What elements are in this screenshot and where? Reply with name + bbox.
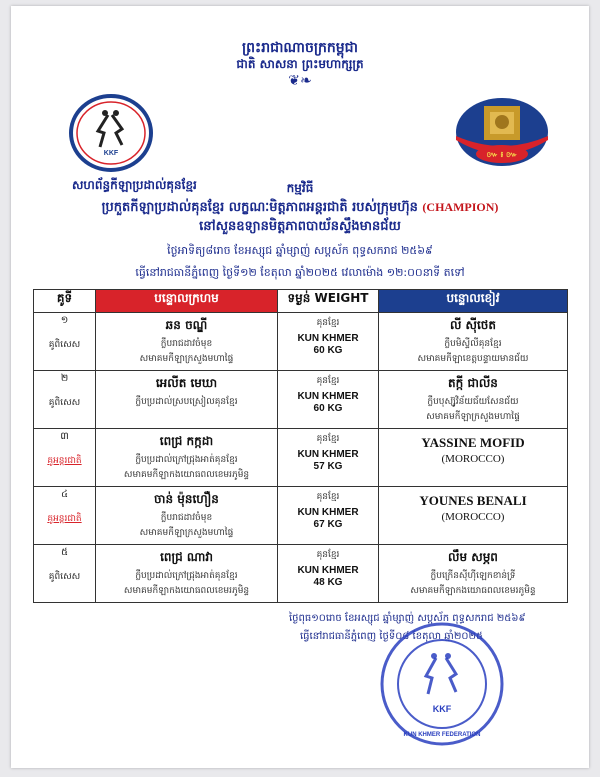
red-fighter-name: ឆន ចណ្ឌី xyxy=(165,318,208,332)
signature-date-place: ធ្វើនៅរាជធានីភ្នំពេញ ថ្ងៃទី០៨ ខែតុលា ឆ្នាំ២០២៥ xyxy=(300,631,484,642)
red-fighter-name: ពេជ្រ ណាវា xyxy=(160,550,213,564)
blue-fighter-club: ក្លឹបមិស្ទីលីគុនខ្មែរ xyxy=(444,339,502,349)
champion-label: (CHAMPION) xyxy=(422,200,499,214)
blue-fighter-name: លឹម សម្ភព xyxy=(448,550,498,564)
weight-style-km: គុនខ្មែរ xyxy=(316,318,340,328)
blue-fighter-association: សមាគមកីឡាក្រសួងមហាផ្ទៃ xyxy=(426,412,520,422)
angkor-emblem-logo xyxy=(454,96,550,168)
event-lunar-date: ថ្ងៃអាទិត្យ៨រោច ខែអស្សុជ ឆ្នាំម្សាញ់ សប្តស័ក ពុទ្ធសករាជ ២៥៦៩ xyxy=(167,244,433,257)
header-weight: ទម្ងន់ WEIGHT xyxy=(278,290,379,313)
weight-style: KUN KHMER xyxy=(297,507,359,518)
fight-schedule-table xyxy=(33,289,568,603)
weight-style-km: គុនខ្មែរ xyxy=(316,550,340,560)
program-label: កម្មវិធី xyxy=(286,181,314,195)
red-fighter-cell xyxy=(96,545,278,603)
weight-cell xyxy=(278,545,379,603)
weight-class: 60 KG xyxy=(313,403,343,414)
blue-fighter-name: តក្កី ជាលីន xyxy=(448,376,498,390)
table-row xyxy=(34,313,568,371)
red-fighter-club: ក្លឹបប្រដាល់ក្រៅជ្រុងអាត់គុនខ្មែរ xyxy=(135,455,238,465)
weight-style: KUN KHMER xyxy=(297,391,359,402)
bout-category: គូអន្តរជាតិ xyxy=(47,456,82,466)
blue-fighter-cell xyxy=(379,545,568,603)
signature-date-lunar: ថ្ងៃពុធ១០រោច ខែអស្សុជ ឆ្នាំម្សាញ់ សប្តស័ក ពុទ្ធសករាជ ២៥៦៩ xyxy=(289,613,526,624)
stamp-abbr: KKF xyxy=(432,704,452,714)
bout-number: ៣ xyxy=(60,431,69,442)
weight-cell xyxy=(278,429,379,487)
blue-fighter-cell xyxy=(379,371,568,429)
red-fighter-club: ក្លឹបរាជដាវចំមុខ xyxy=(160,513,213,523)
kkf-official-stamp xyxy=(378,620,506,748)
weight-style-km: គុនខ្មែរ xyxy=(316,376,340,386)
blue-fighter-club: ក្លឹបបុស្ស៊ូវិន័យជ័យសែនជ័យ xyxy=(427,397,519,407)
table-row xyxy=(34,429,568,487)
kkf-logo xyxy=(68,93,154,173)
red-fighter-name: ពេជ្រ កក្កដា xyxy=(159,434,214,448)
red-fighter-association: សមាគមកីឡាកងយោធពលខេមរភូមិន្ទ xyxy=(123,586,250,596)
blue-fighter-country: (MOROCCO) xyxy=(441,453,505,465)
bout-cell xyxy=(34,313,96,371)
bout-cell xyxy=(34,545,96,603)
weight-style: KUN KHMER xyxy=(297,333,359,344)
bout-category: គូពិសេស xyxy=(48,340,81,350)
blue-fighter-name: លី ស៊ីថេត xyxy=(449,318,497,332)
blue-fighter-cell xyxy=(379,487,568,545)
blue-fighter-association: សមាគមកីឡាកងយោធពលខេមរភូមិន្ទ xyxy=(410,586,536,596)
bout-number: ៤ xyxy=(60,489,69,500)
red-fighter-club: ក្លឹបរាជដាវចំមុខ xyxy=(160,339,213,349)
header-bout-number: គូទី xyxy=(34,290,96,313)
weight-class: 48 KG xyxy=(313,577,343,588)
weight-class: 60 KG xyxy=(313,345,343,356)
red-fighter-name: អេលីត មេឃា xyxy=(155,376,218,390)
blue-fighter-name: YOUNES BENALI xyxy=(419,493,527,508)
blue-fighter-country: (MOROCCO) xyxy=(441,511,505,523)
federation-name: សហព័ន្ធកីឡាប្រដាល់គុនខ្មែរ xyxy=(72,178,197,192)
table-row xyxy=(34,487,568,545)
red-fighter-cell xyxy=(96,429,278,487)
bout-category: គូពិសេស xyxy=(48,572,81,582)
red-fighter-club: ក្លឹបប្រដាល់ស្របស្រៀលគុនខ្មែរ xyxy=(135,397,238,407)
weight-cell xyxy=(278,487,379,545)
header-blue-corner: បន្ទោលខៀវ xyxy=(379,290,568,313)
stamp-federation-name: KUN KHMER FEDERATION xyxy=(403,732,481,738)
ornament-divider: ❦❧ xyxy=(288,73,312,89)
kingdom-title: ព្រះរាជាណាចក្រកម្ពុជា xyxy=(241,40,358,56)
bout-cell xyxy=(34,371,96,429)
blue-fighter-association: សមាគមកីឡាខេត្តបន្ទាយមានជ័យ xyxy=(417,354,529,364)
header-red-corner: បន្ទោលក្រហម xyxy=(96,290,278,313)
red-fighter-association: សមាគមកីឡាក្រសួងមហាផ្ទៃ xyxy=(139,354,234,364)
blue-fighter-cell xyxy=(379,313,568,371)
weight-style-km: គុនខ្មែរ xyxy=(316,492,340,502)
svg-text:៚ ៛ ៚: ៚ ៛ ៚ xyxy=(486,150,518,159)
blue-fighter-name: YASSINE MOFID xyxy=(421,435,525,450)
event-venue: នៅសួនឧទ្យានមិត្តភាពបាយ័នស្ទឹងមានជ័យ xyxy=(199,219,401,234)
bout-cell xyxy=(34,487,96,545)
red-fighter-name: ចាន់ ម៉ុនហឿន xyxy=(154,492,219,506)
event-title-text: ប្រកួតកីឡាប្រដាល់គុនខ្មែរ លក្ខណៈមិត្តភាពអន្តរជាតិ របស់ក្រុមហ៊ុន xyxy=(101,200,418,215)
weight-cell xyxy=(278,371,379,429)
weight-class: 57 KG xyxy=(313,461,343,472)
table-row xyxy=(34,545,568,603)
red-fighter-association: សមាគមកីឡាក្រសួងមហាផ្ទៃ xyxy=(139,528,234,538)
bout-number: ១ xyxy=(60,315,69,326)
weight-cell xyxy=(278,313,379,371)
bout-number: ៥ xyxy=(60,547,69,558)
bout-cell xyxy=(34,429,96,487)
red-fighter-cell xyxy=(96,487,278,545)
bout-category: គូអន្តរជាតិ xyxy=(47,514,82,524)
weight-class: 67 KG xyxy=(313,519,343,530)
weight-style-km: គុនខ្មែរ xyxy=(316,434,340,444)
weight-style: KUN KHMER xyxy=(297,565,359,576)
event-title-line1 xyxy=(0,199,600,218)
national-motto: ជាតិ សាសនា ព្រះមហាក្សត្រ xyxy=(236,57,364,71)
blue-fighter-club: ក្លឹបក្រើនស៊ីហ៊ីឡេកខាន់ទ្រី xyxy=(430,571,516,581)
table-row xyxy=(34,371,568,429)
table-header-row xyxy=(34,290,568,313)
red-fighter-club: ក្លឹបប្រដាល់ក្រៅជ្រុងអាត់គុនខ្មែរ xyxy=(135,571,238,581)
blue-fighter-cell xyxy=(379,429,568,487)
red-fighter-association: សមាគមកីឡាកងយោធពលខេមរភូមិន្ទ xyxy=(123,470,250,480)
weight-style: KUN KHMER xyxy=(297,449,359,460)
red-fighter-cell xyxy=(96,313,278,371)
red-fighter-cell xyxy=(96,371,278,429)
kkf-logo-abbr: KKF xyxy=(103,150,119,157)
event-date-time: ធ្វើនៅរាជធានីភ្នំពេញ ថ្ងៃទី១២ ខែតុលា ឆ្នាំ២០២៥ វេលាម៉ោង ១២:០០នាទី តទៅ xyxy=(135,266,465,279)
bout-category: គូពិសេស xyxy=(48,398,81,408)
bout-number: ២ xyxy=(60,373,69,384)
